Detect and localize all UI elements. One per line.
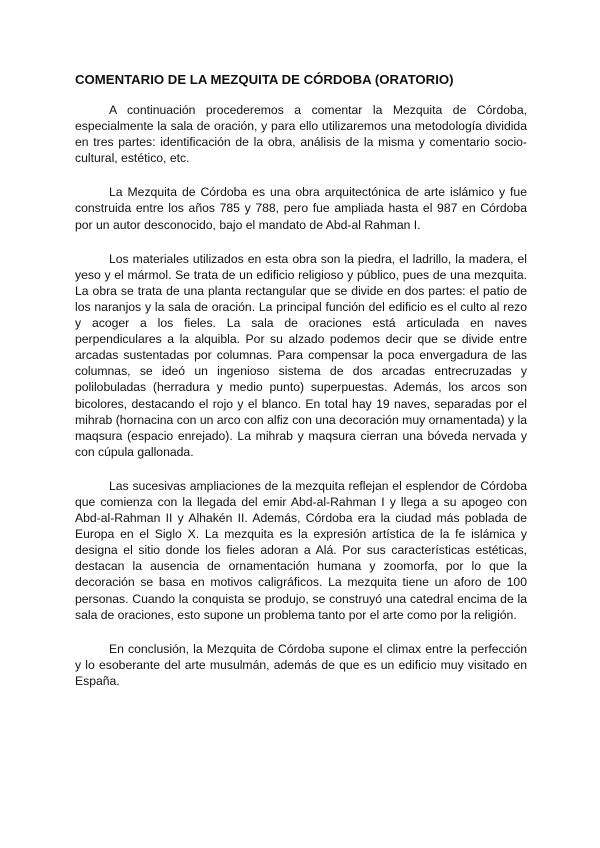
paragraph-introduction: A continuación procederemos a comentar la Mezquita de Córdoba, especialmente la sala de oración, y para ello utilizaremos una metodología dividida en tres partes: identificación de la obra, análisis de la misma y comentario socio-cultural, estético, etc.: [75, 103, 527, 166]
paragraph-socio-cultural: Las sucesivas ampliaciones de la mezquita reflejan el esplendor de Córdoba que comienza con la llegada del emir Abd-al-Rahman I y llega a su apogeo con Abd-al-Rahman II y Alhakén II. Además, Córdoba era la ciudad más poblada de Europa en el Siglo X. La mezquita es la expresión artística de la fe islámica y designa el sitio donde los fieles adoran a Alá. Por sus características estéticas, destacan la ausencia de ornamentación humana y zoomorfa, por lo que la decoración se basa en motivos caligráficos. La mezquita tiene un aforo de 100 personas. Cuando la conquista se produjo, se construyó una catedral encima de la sala de oraciones, esto supone un problema tanto por el arte como por la religión.: [75, 478, 527, 622]
paragraph-analysis: Los materiales utilizados en esta obra son la piedra, el ladrillo, la madera, el yeso y el mármol. Se trata de un edificio religioso y público, pues de una mezquita. La obra se trata de una planta rectangular que se divide en dos partes: el patio de los naranjos y la sala de oración. La principal función del edificio es el culto al rezo y acoger a los fieles. La sala de oraciones está articulada en naves perpendiculares a la alquibla. Por su alzado podemos decir que se divide entre arcadas sustentadas por columnas. Para compensar la poca envergadura de las columnas, se ideó un ingenioso sistema de dos arcadas entrecruzadas y polilobuladas (herradura y medio punto) superpuestas. Además, los arcos son bicolores, destacando el rojo y el blanco. En total hay 19 naves, separadas por el mihrab (hornacina con un arco con alfiz con una decoración muy ornamentada) y la maqsura (espacio enrejado). La mihrab y maqsura cierran una bóveda nervada y con cúpula gallonada.: [75, 251, 527, 459]
paragraph-conclusion: En conclusión, la Mezquita de Córdoba supone el climax entre la perfección y lo esoberante del arte musulmán, además de que es un edificio muy visitado en España.: [75, 641, 527, 688]
paragraph-identification: La Mezquita de Córdoba es una obra arquitectónica de arte islámico y fue construida entre los años 785 y 788, pero fue ampliada hasta el 987 en Córdoba por un autor desconocido, bajo el mandato de Abd-al Rahman I.: [75, 185, 527, 232]
document-body: [75, 72, 527, 707]
document-title: COMENTARIO DE LA MEZQUITA DE CÓRDOBA (ORATORIO): [75, 72, 454, 87]
